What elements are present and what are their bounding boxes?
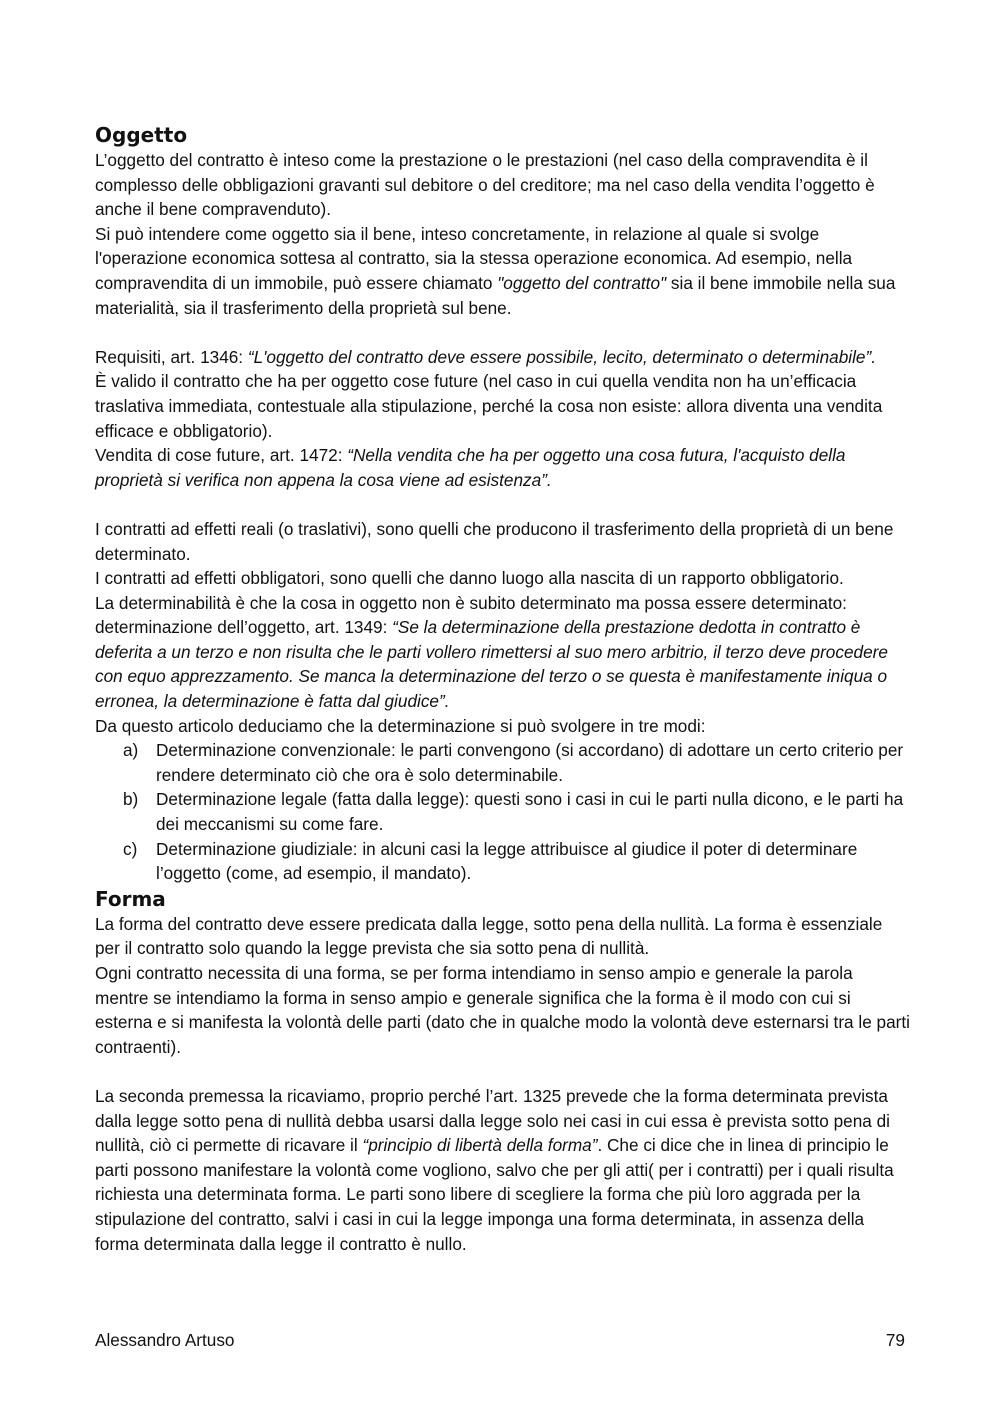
list-item	[95, 837, 910, 886]
section-heading-forma: Forma	[95, 886, 166, 911]
paragraph	[95, 222, 910, 320]
text-run: Si può intendere come oggetto sia il bene, inteso concretamente, in relazione al quale si svolge l'operazione economica sottesa al contratto, sia la stessa operazione economica. Ad esempio, nella compravendita di un immobile, può essere chiamato	[95, 223, 853, 293]
paragraph	[95, 443, 910, 492]
list-marker: a)	[123, 740, 139, 761]
text-run: sia il bene immobile nella sua materialità, sia il trasferimento della proprietà sul bene.	[95, 272, 896, 318]
list-item-text: Determinazione legale (fatta dalla legge): questi sono i casi in cui le parti nulla dicono, e le parti ha dei meccanismi su come fare.	[156, 789, 904, 835]
spacer	[95, 320, 910, 345]
spacer	[95, 492, 910, 517]
paragraph	[95, 1084, 910, 1256]
paragraph: Ogni contratto necessita di una forma, se per forma intendiamo in senso ampio e generale la parola mentre se intendiamo la forma in senso ampio e generale significa che la forma è il modo con cui si esterna e si manifesta la volontà delle parti (dato che in qualche modo la volontà deve esternarsi tra le parti contraenti).	[95, 963, 910, 1057]
italic-quote: “Nella vendita che ha per oggetto una cosa futura, l'acquisto della proprietà si verifica non appena la cosa viene ad esistenza”.	[95, 445, 846, 490]
text-run: La seconda premessa la ricaviamo, proprio perché l’art. 1325 prevede che la forma determinata prevista dalla legge sotto pena di nullità debba usarsi dalla legge solo nei casi in cui essa è prevista sotto pena di nullità, ciò ci permette di ricavare il	[95, 1085, 890, 1156]
list-item	[95, 787, 910, 836]
list-item-text: Determinazione convenzionale: le parti convengono (si accordano) di adottare un certo criterio per rendere determinato ciò che ora è solo determinabile.	[156, 740, 904, 785]
list-marker: c)	[123, 838, 138, 859]
paragraph	[95, 345, 910, 370]
footer-author: Alessandro Artuso	[95, 1330, 235, 1350]
list-marker: b)	[123, 789, 139, 810]
spacer	[95, 1059, 910, 1084]
page-number: 79	[885, 1330, 905, 1350]
text-run: . Che ci dice che in linea di principio le parti possono manifestare la volontà come vogliono, salvo che per gli atti( per i contratti) per i quali risulta richiesta una determinata forma. Le parti sono libere di scegliere la forma che più loro aggrada per la stipulazione del contratto, salvi i casi in cui la legge imponga una forma determinata, in assenza della forma determinata dalla legge il contratto è nullo.	[95, 1135, 894, 1254]
paragraph	[95, 591, 910, 714]
italic-quote: “L'oggetto del contratto deve essere possibile, lecito, determinato o determinabile”.	[247, 346, 876, 367]
paragraph: Da questo articolo deduciamo che la determinazione si può svolgere in tre modi:	[95, 715, 706, 736]
italic-quote: “principio di libertà della forma”	[362, 1135, 598, 1156]
italic-quote: "oggetto del contratto"	[497, 272, 667, 293]
page-footer	[95, 1328, 905, 1352]
paragraph: I contratti ad effetti reali (o traslativi), sono quelli che producono il trasferimento della proprietà di un bene determinato.	[95, 518, 894, 564]
text-run: La determinabilità è che la cosa in oggetto non è subito determinato ma possa essere determinato: determinazione dell’oggetto, art. 1349:	[95, 592, 847, 638]
determination-list	[95, 738, 910, 886]
paragraph: La forma del contratto deve essere predicata dalla legge, sotto pena della nullità. La forma è essenziale per il contratto solo quando la legge prevista che sia sotto pena di nullità.	[95, 913, 883, 959]
text-run: Vendita di cose future, art. 1472:	[95, 445, 348, 466]
text-run: Requisiti, art. 1346:	[95, 346, 248, 367]
section-heading-oggetto: Oggetto	[95, 123, 188, 147]
page-content	[95, 122, 910, 1256]
paragraph: I contratti ad effetti obbligatori, sono quelli che danno luogo alla nascita di un rapporto obbligatorio.	[95, 568, 844, 589]
paragraph: È valido il contratto che ha per oggetto cose future (nel caso in cui quella vendita non ha un’efficacia traslativa immediata, contestuale alla stipulazione, perché la cosa non esiste: allora diventa una vendita efficace e obbligatorio).	[95, 371, 883, 441]
list-item-text: Determinazione giudiziale: in alcuni casi la legge attribuisce al giudice il poter di determinare l’oggetto (come, ad esempio, il mandato).	[156, 838, 858, 884]
italic-quote: “Se la determinazione della prestazione dedotta in contratto è deferita a un terzo e non risulta che le parti vollero rimettersi al suo mero arbitrio, il terzo deve procedere con equo apprezzamento. Se manca la determinazione del terzo o se questa è manifestamente iniqua o erronea, la determinazione è fatta dal giudice”.	[95, 617, 888, 712]
paragraph: L’oggetto del contratto è inteso come la prestazione o le prestazioni (nel caso della compravendita è il complesso delle obbligazioni gravanti sul debitore o del creditore; ma nel caso della vendita l’oggetto è anche il bene compravenduto).	[95, 150, 875, 220]
list-item	[95, 738, 910, 787]
